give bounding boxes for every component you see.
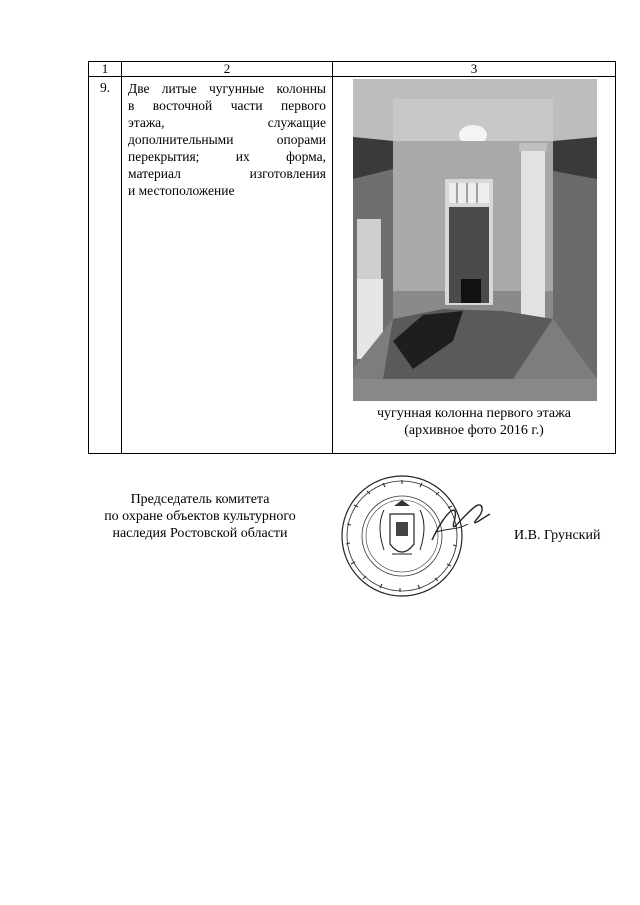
photo-cell [333, 77, 615, 453]
objects-table [88, 61, 616, 454]
signatory-title [70, 491, 330, 542]
header-cell-1: 1 [89, 62, 122, 77]
table-header-row [89, 62, 616, 77]
header-cell-3: 3 [333, 62, 616, 77]
header-cell-2: 2 [122, 62, 333, 77]
official-seal-with-signature [336, 470, 492, 602]
photo-caption: чугунная колонна первого этажа [376, 406, 572, 421]
row-description [122, 77, 332, 199]
description-line: дополнительными опорами [128, 132, 326, 147]
description-line: материал изготовления [128, 166, 326, 181]
table-row [89, 77, 616, 454]
column-photo [353, 79, 597, 401]
description-line: в восточной части первого [128, 98, 326, 113]
description-line: Две литые чугунные колонны [128, 81, 326, 96]
signatory-name: И.В. Грунский [514, 528, 601, 543]
signatory-title-line: по охране объектов культурного [104, 509, 296, 524]
description-line: и местоположение [128, 183, 235, 198]
photo-caption-date: (архивное фото 2016 г.) [404, 423, 544, 438]
signatory-title-line: Председатель комитета [130, 492, 270, 507]
signatory-title-line: наследия Ростовской области [112, 526, 288, 541]
description-line: этажа, служащие [128, 115, 326, 130]
description-line: перекрытия; их форма, [128, 149, 326, 164]
row-number: 9. [99, 80, 111, 95]
